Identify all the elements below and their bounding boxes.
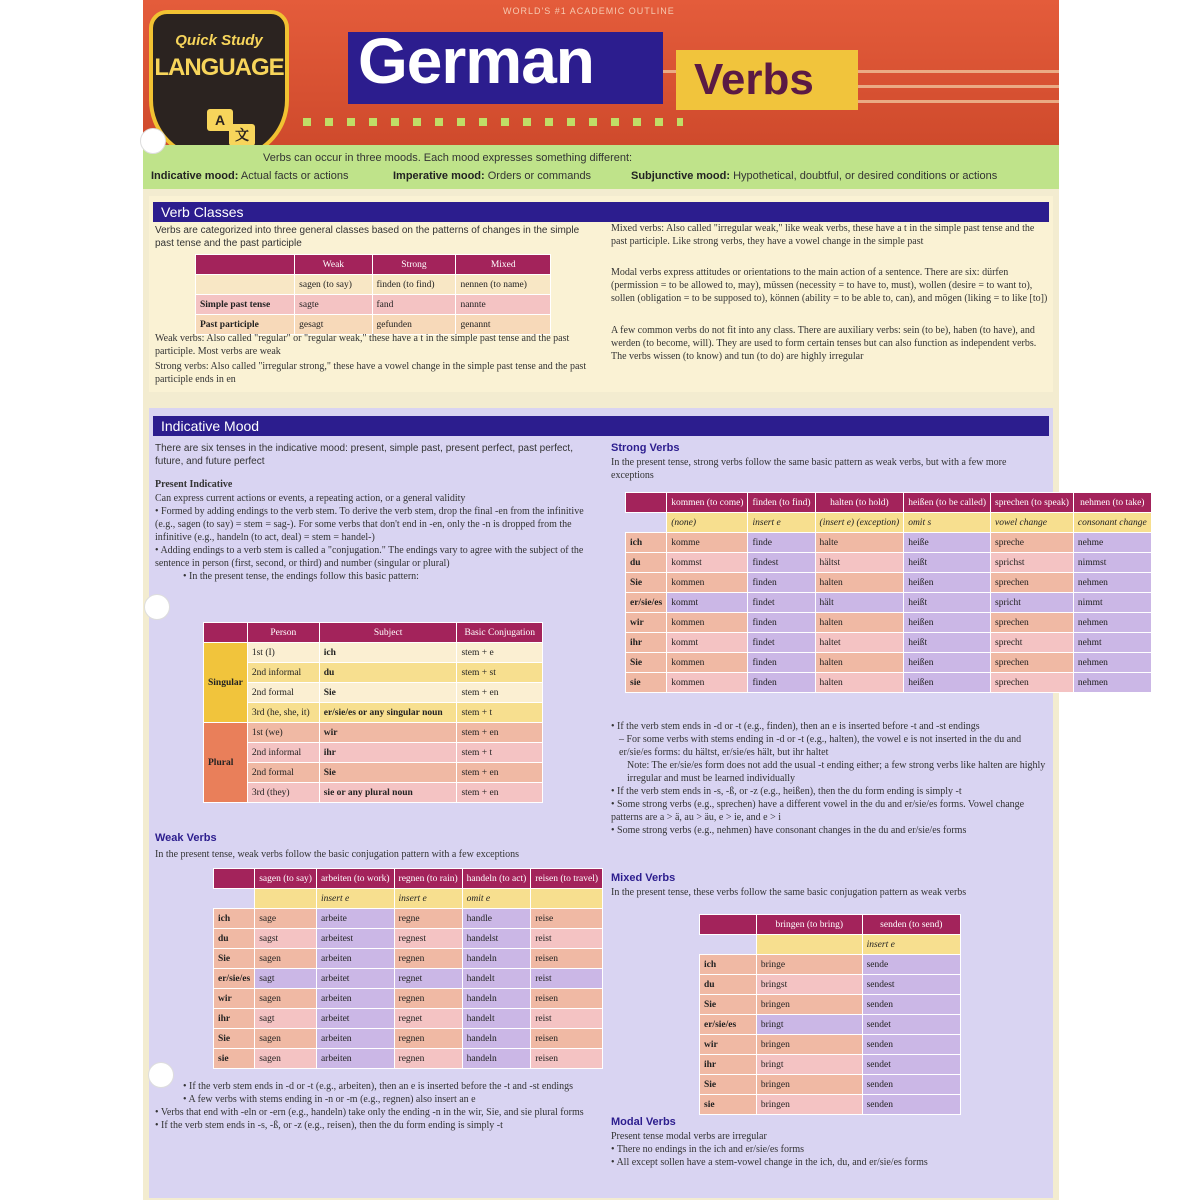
table-cell: sprecht	[991, 633, 1074, 653]
punch-hole	[140, 128, 166, 154]
table-cell: sagen	[255, 1049, 317, 1069]
strong-verbs-table	[625, 492, 1152, 693]
table-row	[700, 995, 961, 1015]
table-cell: regnen	[394, 949, 462, 969]
table-header: halten (to hold)	[815, 493, 904, 513]
table-row	[214, 989, 603, 1009]
table-cell: reise	[531, 909, 603, 929]
table-cell: sagen	[255, 1029, 317, 1049]
table-cell: nimmt	[1073, 593, 1151, 613]
table-cell: sprichst	[991, 553, 1074, 573]
table-cell: reisen	[531, 1029, 603, 1049]
table-cell: arbeitet	[316, 1009, 394, 1029]
table-cell: heißt	[904, 633, 991, 653]
table-cell: reist	[531, 969, 603, 989]
table-cell: regnen	[394, 989, 462, 1009]
table-header: handeln (to act)	[462, 869, 531, 889]
moods-band	[143, 145, 1059, 189]
table-note	[700, 935, 757, 955]
strong-verbs-note: Strong verbs: Also called "irregular strong," these have a vowel change in the simple past tense and the past participle ends in en	[155, 361, 587, 385]
table-cell: senden	[862, 1035, 960, 1055]
table-note	[626, 513, 667, 533]
table-cell: wir	[700, 1035, 757, 1055]
table-row	[626, 553, 1152, 573]
table-note: insert e	[394, 889, 462, 909]
table-cell: arbeitet	[316, 969, 394, 989]
table-cell: regnet	[394, 1009, 462, 1029]
table-cell: kommen	[667, 673, 748, 693]
table-header: nehmen (to take)	[1073, 493, 1151, 513]
table-header: kommen (to come)	[667, 493, 748, 513]
table-cell: sprechen	[991, 653, 1074, 673]
chinese-char-icon: 文	[229, 124, 255, 146]
table-cell: bringen	[756, 995, 862, 1015]
table-cell: ihr	[700, 1055, 757, 1075]
table-cell: kommt	[667, 633, 748, 653]
modal-verbs-note: Modal verbs express attitudes or orientations to the main action of a sentence. There are six: dürfen (permission = to be allowed to, may), müssen (necessity = to have to, must), wollen (desire = to want to), sollen (obligation = to be supposed to), können (ability = to be able to, can), and mögen (liking = to like [to])	[611, 267, 1048, 304]
page-subtitle: Verbs	[694, 55, 814, 104]
table-note	[214, 889, 255, 909]
modal-verbs-title: Modal Verbs	[611, 1116, 676, 1128]
table-cell: regnen	[394, 1029, 462, 1049]
table-row	[626, 653, 1152, 673]
table-cell: reist	[531, 929, 603, 949]
table-cell: bringen	[756, 1095, 862, 1115]
table-cell: handeln	[462, 989, 531, 1009]
table-cell: sagst	[255, 929, 317, 949]
table-header: bringen (to bring)	[756, 915, 862, 935]
table-header: sagen (to say)	[255, 869, 317, 889]
table-row	[700, 1095, 961, 1115]
table-cell: sendet	[862, 1015, 960, 1035]
table-cell: er/sie/es	[214, 969, 255, 989]
table-header: sprechen (to speak)	[991, 493, 1074, 513]
table-cell: ihr	[214, 1009, 255, 1029]
table-cell: kommen	[667, 613, 748, 633]
indicative-intro: There are six tenses in the indicative mood: present, simple past, present perfect, past perfect, future, and future perfect	[155, 443, 573, 467]
letter-a-icon: A	[207, 109, 233, 131]
table-cell: du	[700, 975, 757, 995]
table-note	[756, 935, 862, 955]
table-cell: finden	[748, 613, 815, 633]
table-header	[700, 915, 757, 935]
table-cell: sagen	[255, 989, 317, 1009]
table-row	[626, 633, 1152, 653]
top-note: WORLD'S #1 ACADEMIC OUTLINE	[503, 6, 675, 16]
strong-verbs-notes: • If the verb stem ends in -d or -t (e.g., finden), then an e is inserted before -t and -st endings – For some verbs with stems ending in -d or -t (e.g., halten), the vowel e is not inserted in the du and er/sie/es forms: du hältst, er/sie/es hält, but ihr haltet Note: The er/sie/es form does not add the usual -t ending either; a few strong verbs like halten are highly irregular and must be learned individually • If the verb stem ends in -s, -ß, or -z (e.g., heißen), then the du form ending is simply -t • Some strong verbs (e.g., sprechen) have a different vowel in the du and er/sie/es forms. Vowel change patterns are a > ä, au > äu, e > ie, and e > i • Some strong verbs (e.g., nehmen) have consonant changes in the du and er/sie/es forms	[611, 721, 1046, 836]
table-cell: Sie	[214, 949, 255, 969]
table-cell: spreche	[991, 533, 1074, 553]
table-cell: sende	[862, 955, 960, 975]
table-cell: arbeiten	[316, 949, 394, 969]
table-cell: ihr	[626, 633, 667, 653]
table-cell: sprechen	[991, 573, 1074, 593]
table-header	[214, 869, 255, 889]
strong-verbs-title: Strong Verbs	[611, 442, 680, 454]
present-indicative-title: Present Indicative	[155, 479, 233, 490]
table-note	[255, 889, 317, 909]
table-row	[626, 593, 1152, 613]
weak-verbs-notes: • If the verb stem ends in -d or -t (e.g., arbeiten), then an e is inserted before the -t and -st endings • A few verbs with stems ending in -n or -m (e.g., regnen) also insert an e • Verbs that end with -eln or -ern (e.g., handeln) take only the ending -n in the wir, Sie, and sie plural forms • If the verb stem ends in -s, -ß, or -z (e.g., reisen), then the du form ending is simply -t	[155, 1081, 584, 1131]
table-cell: handeln	[462, 1049, 531, 1069]
table-row	[626, 573, 1152, 593]
table-cell: regnest	[394, 929, 462, 949]
table-cell: heiße	[904, 533, 991, 553]
table-cell: findest	[748, 553, 815, 573]
study-sheet	[143, 0, 1147, 1200]
verb-classes-table: Weak Strong Mixed sagen (to say) finden (to find) nennen (to name) Simple past tense sagte fand nannte Past participle gesagt gefunden genannt	[195, 254, 551, 335]
punch-hole	[144, 594, 170, 620]
table-cell: er/sie/es	[700, 1015, 757, 1035]
moods-intro: Verbs can occur in three moods. Each mood expresses something different:	[263, 152, 633, 164]
table-cell: reist	[531, 1009, 603, 1029]
table-cell: er/sie/es	[626, 593, 667, 613]
table-note: insert e	[316, 889, 394, 909]
table-row	[626, 533, 1152, 553]
table-cell: arbeiten	[316, 989, 394, 1009]
table-cell: bringen	[756, 1075, 862, 1095]
table-cell: sendest	[862, 975, 960, 995]
table-cell: halten	[815, 613, 904, 633]
table-cell: halten	[815, 673, 904, 693]
table-cell: heißen	[904, 573, 991, 593]
weak-verbs-table	[213, 868, 603, 1069]
table-cell: Sie	[700, 995, 757, 1015]
logo-brand: Quick Study	[175, 32, 263, 49]
conjugation-table: Person Subject Basic Conjugation Singular 1st (I) ich stem + e 2nd informal du stem + st 2nd formal Sie stem + en 3rd (he, she, it) er/sie/es or any singular noun stem + t Plural 1st (we) wir stem + en 2nd informal ihr stem + t 2nd formal Sie stem + en 3rd (they) sie or any plural noun stem + en	[203, 622, 543, 803]
table-cell: regnen	[394, 1049, 462, 1069]
table-cell: heißen	[904, 613, 991, 633]
table-cell: finden	[748, 673, 815, 693]
weak-verbs-title: Weak Verbs	[155, 832, 217, 844]
table-cell: arbeiten	[316, 1049, 394, 1069]
verb-classes-heading: Verb Classes	[153, 202, 1049, 222]
table-row	[214, 1049, 603, 1069]
table-cell: du	[214, 929, 255, 949]
table-cell: heißen	[904, 673, 991, 693]
table-cell: arbeitest	[316, 929, 394, 949]
table-cell: finden	[748, 573, 815, 593]
table-cell: sie	[700, 1095, 757, 1115]
table-header: finden (to find)	[748, 493, 815, 513]
table-cell: handelt	[462, 969, 531, 989]
table-row	[214, 1009, 603, 1029]
modal-verbs-text: Present tense modal verbs are irregular • There no endings in the ich and er/sie/es forms • All except sollen have a stem-vowel change in the ich, du, and er/sie/es forms	[611, 1131, 928, 1168]
table-cell: handle	[462, 909, 531, 929]
table-cell: sprechen	[991, 673, 1074, 693]
table-cell: handelt	[462, 1009, 531, 1029]
table-cell: bringt	[756, 1015, 862, 1035]
table-row	[700, 1035, 961, 1055]
table-cell: ich	[700, 955, 757, 975]
table-cell: nehmen	[1073, 653, 1151, 673]
table-header: arbeiten (to work)	[316, 869, 394, 889]
table-cell: nehme	[1073, 533, 1151, 553]
mixed-verbs-note: Mixed verbs: Also called "irregular weak," like weak verbs, these have a t in the simple past tense and the past participle. Like strong verbs, they have a vowel change in the simple past	[611, 223, 1035, 247]
table-cell: reisen	[531, 989, 603, 1009]
table-cell: Sie	[214, 1029, 255, 1049]
table-row	[214, 909, 603, 929]
punch-hole	[148, 1062, 174, 1088]
table-cell: Sie	[700, 1075, 757, 1095]
table-cell: nehmen	[1073, 673, 1151, 693]
table-cell: findet	[748, 633, 815, 653]
table-row	[214, 969, 603, 989]
table-cell: heißt	[904, 593, 991, 613]
plural-label: Plural	[208, 757, 234, 768]
table-header: senden (to send)	[862, 915, 960, 935]
table-cell: sendet	[862, 1055, 960, 1075]
table-cell: handelst	[462, 929, 531, 949]
table-row	[700, 955, 961, 975]
table-row	[214, 949, 603, 969]
table-note: omit s	[904, 513, 991, 533]
table-header	[626, 493, 667, 513]
table-cell: nehmen	[1073, 613, 1151, 633]
table-note: (none)	[667, 513, 748, 533]
table-cell: sie	[626, 673, 667, 693]
table-cell: halten	[815, 653, 904, 673]
page-title: German	[358, 25, 594, 97]
indicative-panel	[149, 408, 1147, 1198]
table-cell: ich	[626, 533, 667, 553]
table-row	[700, 1055, 961, 1075]
quickstudy-logo	[149, 10, 289, 160]
table-cell: ich	[214, 909, 255, 929]
table-header: regnen (to rain)	[394, 869, 462, 889]
table-cell: arbeite	[316, 909, 394, 929]
mood-indicative: Indicative mood: Actual facts or actions	[151, 170, 349, 182]
table-row	[700, 1075, 961, 1095]
verb-classes-panel	[149, 196, 1053, 392]
mood-imperative: Imperative mood: Orders or commands	[393, 170, 592, 182]
table-cell: senden	[862, 1095, 960, 1115]
table-cell: bringe	[756, 955, 862, 975]
mixed-verbs-table	[699, 914, 961, 1115]
table-cell: spricht	[991, 593, 1074, 613]
table-cell: kommen	[667, 653, 748, 673]
table-note: insert e	[862, 935, 960, 955]
mixed-verbs-title: Mixed Verbs	[611, 872, 676, 884]
strong-verbs-intro: In the present tense, strong verbs follow the same basic pattern as weak verbs, but with a few more exceptions	[611, 457, 1007, 481]
table-header: reisen (to travel)	[531, 869, 603, 889]
table-cell: regnet	[394, 969, 462, 989]
table-row	[700, 1015, 961, 1035]
table-cell: sage	[255, 909, 317, 929]
table-cell: komme	[667, 533, 748, 553]
table-cell: sagen	[255, 949, 317, 969]
table-cell: nehmen	[1073, 573, 1151, 593]
table-cell: bringst	[756, 975, 862, 995]
table-header: heißen (to be called)	[904, 493, 991, 513]
table-row	[626, 613, 1152, 633]
table-cell: finden	[748, 653, 815, 673]
table-cell: hältst	[815, 553, 904, 573]
table-cell: bringen	[756, 1035, 862, 1055]
table-cell: senden	[862, 1075, 960, 1095]
table-note: consonant change	[1073, 513, 1151, 533]
present-indicative-text: Can express current actions or events, a repeating action, or a general validity • Formed by adding endings to the verb stem. To derive the verb stem, drop the final -en from the infinitive (e.g., sagen (to say) = stem = sag-). For some verbs that don't end in -en, only the -n is dropped from the infinitive (e.g., handeln (to act, deal) = stem = handel-) • Adding endings to a verb stem is called a "conjugation." The endings vary to agree with the subject of the sentence in person (first, second, or third) and number (singular or plural) • In the present tense, the endings follow this basic pattern:	[155, 493, 584, 582]
table-cell: nimmst	[1073, 553, 1151, 573]
table-cell: reisen	[531, 949, 603, 969]
mood-subjunctive: Subjunctive mood: Hypothetical, doubtful, or desired conditions or actions	[631, 170, 998, 182]
table-cell: sagt	[255, 969, 317, 989]
table-cell: halten	[815, 573, 904, 593]
verb-classes-intro: Verbs are categorized into three general classes based on the patterns of changes in the simple past tense and the past participle	[155, 225, 580, 249]
table-cell: findet	[748, 593, 815, 613]
table-cell: sie	[214, 1049, 255, 1069]
weak-verbs-note: Weak verbs: Also called "regular" or "regular weak," these have a t in the simple past tense and the past participle. Most verbs are weak	[155, 333, 570, 357]
table-note	[531, 889, 603, 909]
table-cell: kommst	[667, 553, 748, 573]
table-cell: Sie	[626, 573, 667, 593]
weak-verbs-intro: In the present tense, weak verbs follow the basic conjugation pattern with a few exceptions	[155, 849, 520, 860]
logo-language: LANGUAGE	[154, 54, 284, 81]
table-cell: halte	[815, 533, 904, 553]
singular-label: Singular	[208, 677, 243, 688]
table-row	[626, 673, 1152, 693]
table-row	[214, 1029, 603, 1049]
table-cell: handeln	[462, 949, 531, 969]
decor-dots	[303, 118, 683, 126]
table-cell: Sie	[626, 653, 667, 673]
table-row	[700, 975, 961, 995]
table-cell: hält	[815, 593, 904, 613]
table-cell: sagt	[255, 1009, 317, 1029]
table-cell: finde	[748, 533, 815, 553]
table-cell: kommt	[667, 593, 748, 613]
table-cell: wir	[214, 989, 255, 1009]
table-cell: arbeiten	[316, 1029, 394, 1049]
table-cell: reisen	[531, 1049, 603, 1069]
table-note: (insert e) (exception)	[815, 513, 904, 533]
table-cell: sprechen	[991, 613, 1074, 633]
table-cell: du	[626, 553, 667, 573]
table-cell: senden	[862, 995, 960, 1015]
table-row	[214, 929, 603, 949]
table-cell: haltet	[815, 633, 904, 653]
table-cell: wir	[626, 613, 667, 633]
other-verbs-note: A few common verbs do not fit into any class. There are auxiliary verbs: sein (to be), haben (to have), and werden (to become, will). They are used to form certain tenses but can also function as independent verbs. The verbs wissen (to know) and tun (to do) are highly irregular	[611, 325, 1037, 362]
table-note: insert e	[748, 513, 815, 533]
table-cell: heißt	[904, 553, 991, 573]
table-cell: heißen	[904, 653, 991, 673]
table-note: omit e	[462, 889, 531, 909]
table-note: vowel change	[991, 513, 1074, 533]
indicative-heading: Indicative Mood	[153, 416, 1049, 436]
table-cell: bringt	[756, 1055, 862, 1075]
table-cell: regne	[394, 909, 462, 929]
table-cell: nehmt	[1073, 633, 1151, 653]
mixed-verbs-intro: In the present tense, these verbs follow the same basic conjugation pattern as weak verbs	[611, 887, 967, 898]
table-cell: handeln	[462, 1029, 531, 1049]
table-cell: kommen	[667, 573, 748, 593]
